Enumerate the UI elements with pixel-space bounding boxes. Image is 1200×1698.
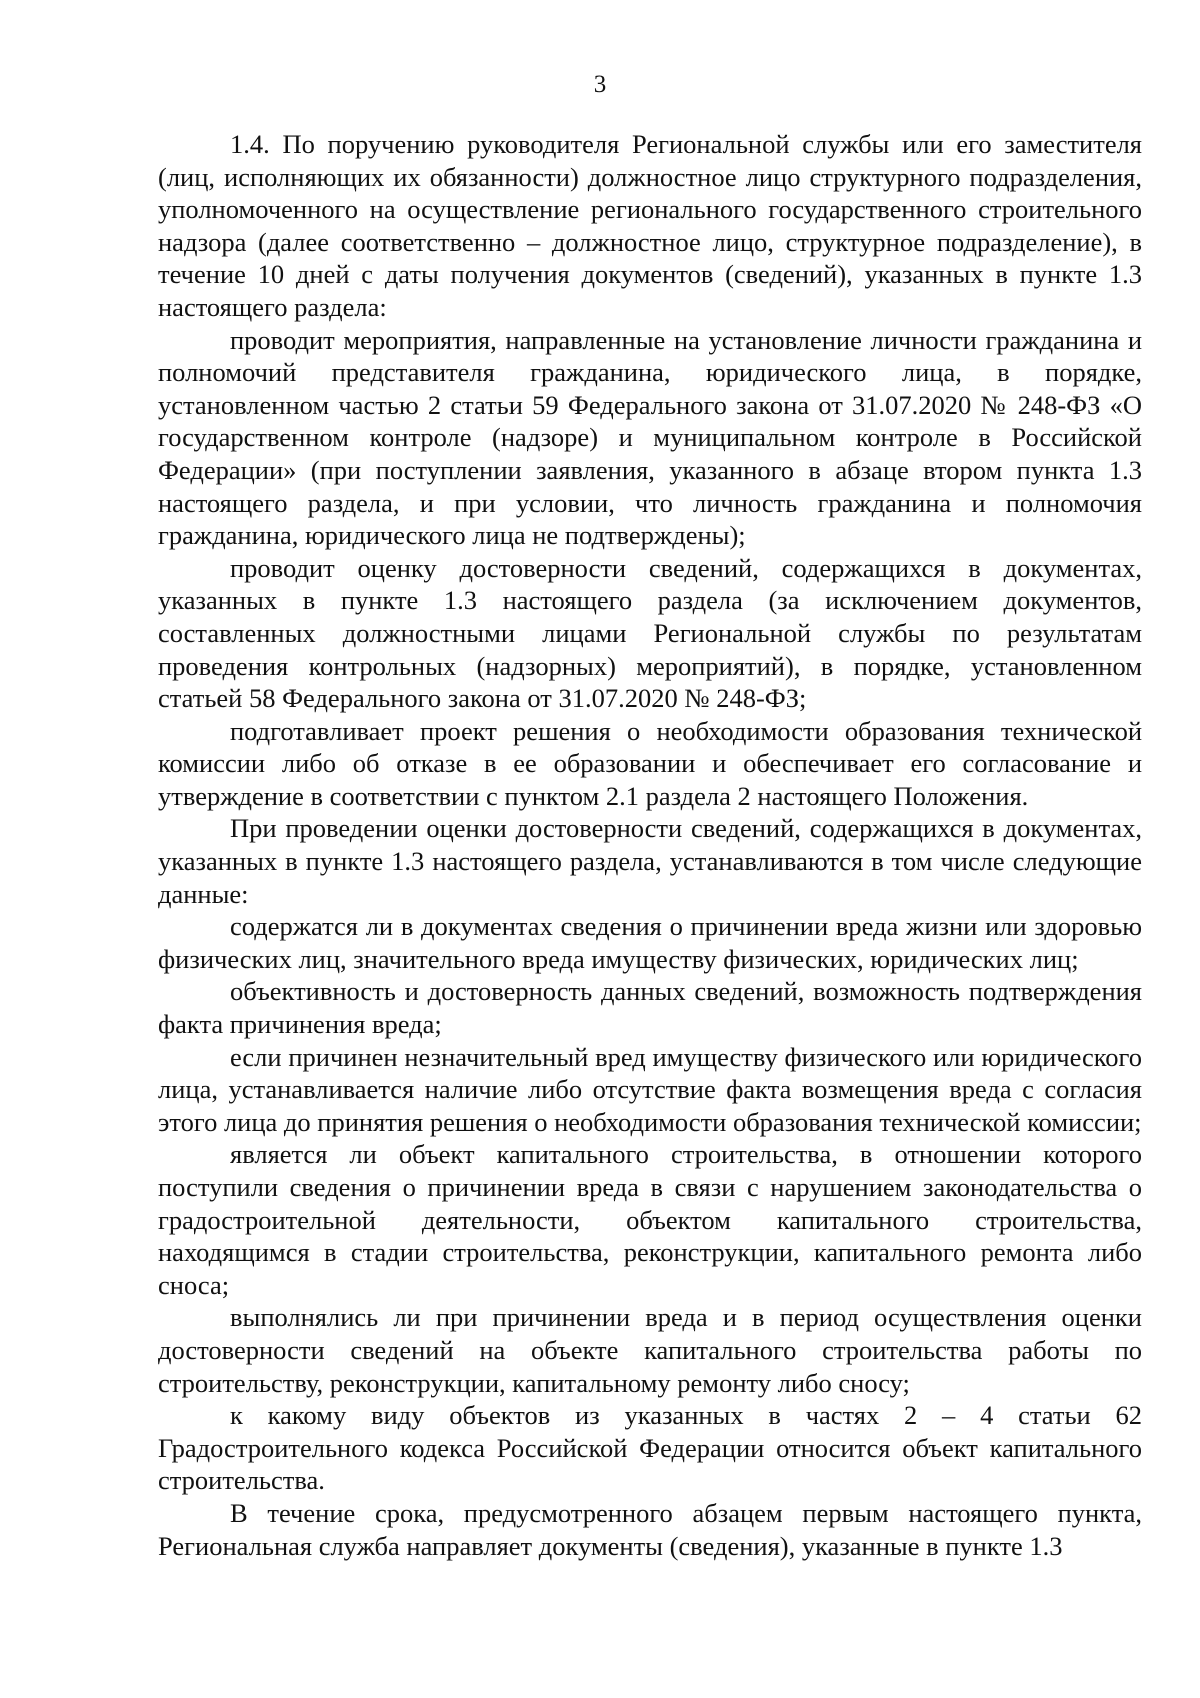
paragraph-draft-decision: подготавливает проект решения о необходимости образования технической комиссии либо об отказе в ее образовании и обеспечивает его согласование и утверждение в соответствии с пунктом 2.1 раздела 2 настоящего Положения. [158,715,1142,811]
paragraph-object-type: к какому виду объектов из указанных в частях 2 – 4 статьи 62 Градостроительного кодекса Российской Федерации относится объект капитального строительства. [158,1400,1142,1496]
paragraph-documents-sending: В течение срока, предусмотренного абзацем первым настоящего пункта, Региональная служба направляет документы (сведения), указанные в пункте 1.3 [158,1497,1142,1561]
paragraph-reliability-assessment: проводит оценку достоверности сведений, содержащихся в документах, указанных в пункте 1.3 настоящего раздела (за исключением документов, составленных должностными лицами Региональной службы по результатам проведения контрольных (надзорных) мероприятий), в порядке, установленном статьей 58 Федерального закона от 31.07.2020 № 248-ФЗ; [158,552,1142,714]
paragraph-harm-information: содержатся ли в документах сведения о причинении вреда жизни или здоровью физических лиц, значительного вреда имуществу физических, юридических лиц; [158,911,1142,974]
page-number: 3 [593,71,607,98]
paragraph-construction-stage: является ли объект капитального строительства, в отношении которого поступили сведения о причинении вреда в связи с нарушением законодательства о градостроительной деятельности, объектом капитального строительства, находящимся в стадии строительства, реконструкции, капитального ремонта либо сноса; [158,1139,1142,1300]
paragraph-minor-harm: если причинен незначительный вред имуществу физического или юридического лица, устанавливается наличие либо отсутствие факта возмещения вреда с согласия этого лица до принятия решения о необходимости образования технической комиссии; [158,1041,1142,1137]
document-body [158,128,1142,1562]
paragraph-works-performed: выполнялись ли при причинении вреда и в период осуществления оценки достоверности сведений на объекте капитального строительства работы по строительству, реконструкции, капитальному ремонту либо сносу; [158,1302,1142,1398]
paragraph-assessment-data: При проведении оценки достоверности сведений, содержащихся в документах, указанных в пункте 1.3 настоящего раздела, устанавливаются в том числе следующие данные: [158,813,1142,909]
paragraph-identity-verification: проводит мероприятия, направленные на установление личности гражданина и полномочий представителя гражданина, юридического лица, в порядке, установленном частью 2 статьи 59 Федерального закона от 31.07.2020 № 248-ФЗ «О государственном контроле (надзоре) и муниципальном контроле в Российской Федерации» (при поступлении заявления, указанного в абзаце втором пункта 1.3 настоящего раздела, и при условии, что личность гражданина и полномочия гражданина, юридического лица не подтверждены); [158,324,1142,551]
paragraph-1-4-intro: 1.4. По поручению руководителя Региональной службы или его заместителя (лиц, исполняющих их обязанности) должностное лицо структурного подразделения, уполномоченного на осуществление регионального государственного строительного надзора (далее соответственно – должностное лицо, структурное подразделение), в течение 10 дней с даты получения документов (сведений), указанных в пункте 1.3 настоящего раздела: [158,129,1142,322]
paragraph-objectivity: объективность и достоверность данных сведений, возможность подтверждения факта причинения вреда; [158,976,1142,1040]
